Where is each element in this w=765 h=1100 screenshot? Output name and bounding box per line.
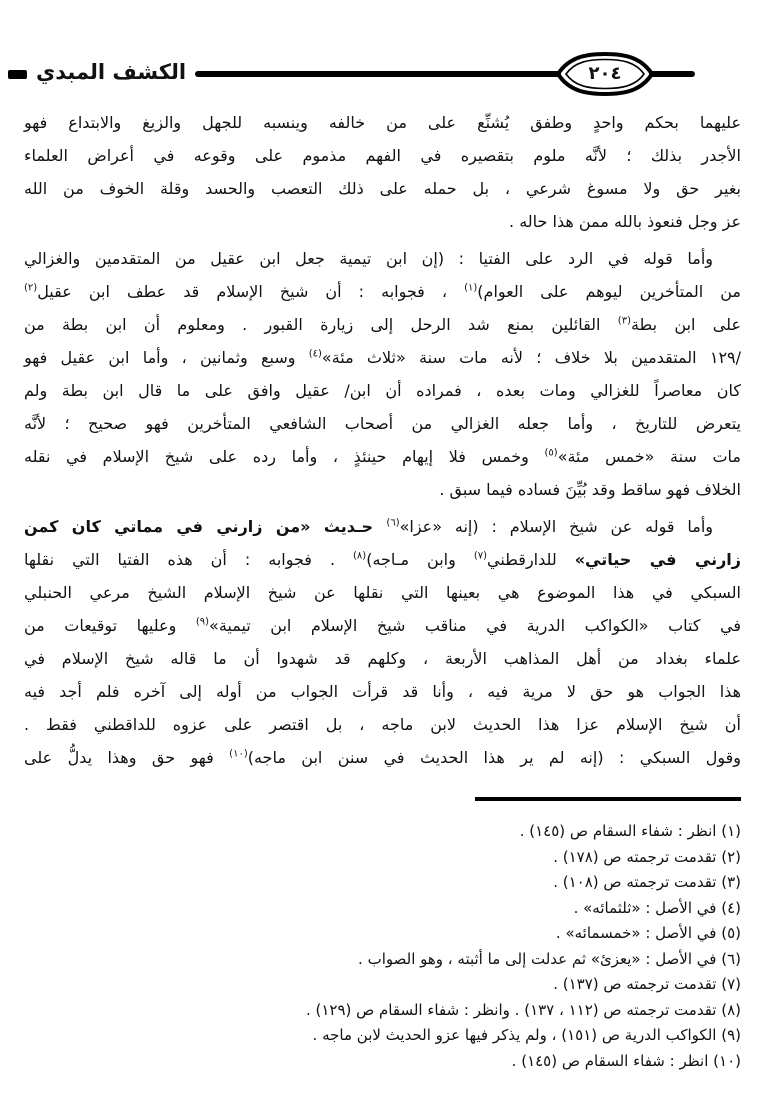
- body-line: [24, 741, 741, 774]
- text-run: بغير حق ولا مسوغ شرعي ، بل حمله على ذلك التعصب والحسد وقلة الخوف من الله: [24, 179, 741, 198]
- text-run: على ابن بطة: [630, 315, 741, 334]
- body-line: [24, 642, 741, 675]
- text-run: من المتأخرين ليوهم على العوام): [477, 282, 742, 301]
- body-line: [24, 242, 741, 275]
- footnote-ref: (١٠): [229, 748, 248, 760]
- header-rule: [195, 71, 561, 77]
- text-run: للدارقطني: [487, 550, 575, 569]
- paragraph: [24, 242, 741, 506]
- body-line: [24, 708, 741, 741]
- text-run: أن شيخ الإسلام عزا هذا الحديث لابن ماجه ، بل اقتصر على عزوه للداقطني فقط .: [24, 715, 741, 734]
- text-run: علماء بغداد من أهل المذاهب الأربعة ، وكلهم قد شهدوا أن ما قاله شيخ الإسلام في: [24, 649, 741, 668]
- body-line: [24, 275, 741, 308]
- body-line: [24, 139, 741, 172]
- body-line: [24, 172, 741, 205]
- text-run: في كتاب «الكواكب الدرية في مناقب شيخ الإسلام ابن تيمية»: [209, 616, 742, 635]
- footnote-item: (١) انظر : شفاء السقام ص (١٤٥) .: [519, 822, 741, 840]
- body-line: [24, 473, 741, 506]
- text-run: حـديث «من زارني في مماتي كان كمن: [24, 517, 387, 536]
- body-line: [24, 341, 741, 374]
- text-run: وسبع وثمانين ، وأما ابن عقيل فهو: [24, 348, 309, 367]
- body-line: [24, 440, 741, 473]
- body-line: [24, 308, 741, 341]
- page-number: ٢٠٤: [588, 62, 622, 84]
- footnote-ref: (٧): [473, 550, 488, 562]
- text-run: يتعرض للتاريخ ، وأما جعله الغزالي من أصحاب الشافعي المتأخرين فهو صحيح ؛ لأنَّه: [24, 414, 741, 433]
- text-run: وعليها توقيعات من: [24, 616, 196, 635]
- header-end-cap: [8, 70, 27, 79]
- text-run: ، فجوابه : أن شيخ الإسلام قد عطف ابن عقيل: [37, 282, 465, 301]
- body-line: [24, 543, 741, 576]
- footnote-item: (٣) تقدمت ترجمته ص (١٠٨) .: [553, 873, 741, 891]
- footnote-ref: (٨): [353, 550, 367, 562]
- text-run: وأما قوله عن شيخ الإسلام : (إنه «عزا»: [399, 517, 713, 536]
- footnote-ref: (٣): [617, 315, 631, 327]
- text-run: زارني في حياتي»: [574, 550, 741, 569]
- text-run: القائلين بمنع شد الرحل إلى زيارة القبور . ومعلوم أن ابن بطة من: [24, 315, 618, 334]
- text-run: . فجوابه : أن هذه الفتيا التي نقلها: [24, 550, 354, 569]
- text-run: السبكي في هذا الموضوع هي بعينها التي نقلها عن شيخ الإسلام الشيخ مرعي الحنبلي: [24, 583, 741, 602]
- footnote-ref: (١): [464, 282, 478, 294]
- book-title: الكشف المبدي: [36, 59, 187, 84]
- text-run: هذا الجواب هو حق لا مرية فيه ، وأنا قد قرأت الجواب من أوله إلى آخره فلم أجد فيه: [24, 682, 741, 701]
- body-line: [24, 675, 741, 708]
- footnote-item: (٥) في الأصل : «خمسمائه» .: [555, 924, 741, 942]
- paragraph: [24, 106, 741, 238]
- text-run: وقول السبكي : (إنه لم ير هذا الحديث في سنن ابن ماجه): [247, 748, 741, 767]
- text-run: عز وجل فنعوذ بالله ممن هذا حاله .: [509, 212, 741, 231]
- footnote-item: (٨) تقدمت ترجمته ص (١١٢ ، ١٣٧) . وانظر : شفاء السقام ص (١٢٩) .: [305, 1000, 741, 1019]
- page-number-badge: [556, 51, 654, 97]
- footnote-ref: (٦): [386, 517, 400, 529]
- footnote-separator: [475, 797, 741, 801]
- text-run: وخمس فلا إيهام حينئذٍ ، وأما رده على شيخ الإسلام في نقله: [24, 447, 545, 466]
- footnote-ref: (٥): [544, 447, 558, 459]
- text-run: مات سنة «خمس مئة»: [557, 447, 742, 466]
- footnote-item: (٩) الكواكب الدرية ص (١٥١) ، ولم يذكر فيها عزو الحديث لابن ماجه .: [312, 1026, 741, 1044]
- text-run: الأجدر بذلك ؛ لأنَّه ملوم بتقصيره في الفهم مذموم على وقوعه في أعراض العلماء: [24, 146, 741, 165]
- text-run: وأما قوله في الرد على الفتيا : (إن ابن تيمية جعل ابن عقيل من المتقدمين والغزالي: [24, 249, 713, 268]
- body-line: [24, 106, 741, 139]
- body-line: [24, 205, 741, 238]
- body-line: [24, 407, 741, 440]
- text-run: كان معاصراً للغزالي ومات بعده ، فمراده أن ابن/ عقيل وافق على ما قال ابن بطة ولم: [24, 381, 741, 400]
- body-line: [24, 374, 741, 407]
- text-run: وابن مـاجه): [366, 550, 474, 569]
- footnote-item: (٢) تقدمت ترجمته ص (١٧٨) .: [553, 847, 741, 866]
- header-rule-stub: [649, 71, 695, 77]
- page-header: [8, 50, 757, 98]
- body-line: [24, 609, 741, 642]
- footnote-ref: (٤): [308, 348, 322, 360]
- body-line: [24, 510, 741, 543]
- footnote-item: (٤) في الأصل : «ثلثمائه» .: [573, 898, 741, 917]
- text-run: /١٢٩ المتقدمين بلا خلاف ؛ لأنه مات سنة «ثلاث مئة»: [321, 348, 742, 367]
- footnote-item: (٦) في الأصل : «يعزئ» ثم عدلت إلى ما أثبته ، وهو الصواب .: [358, 949, 741, 968]
- footnote-item: (٧) تقدمت ترجمته ص (١٣٧) .: [553, 975, 741, 993]
- text-run: الخلاف فهو ساقط وقد بُيِّنَ فساده فيما سبق .: [439, 480, 741, 499]
- body-text: [24, 106, 741, 774]
- text-run: عليهما بحكم واحدٍ وطفق يُشنِّع على من خالفه وينسبه للجهل والزيغ والابتداع فهو: [24, 113, 741, 132]
- footnote-ref: (٩): [195, 616, 210, 628]
- text-run: فهو حق وهذا يدلُّ على: [24, 748, 230, 767]
- footnotes-list: [24, 819, 741, 1074]
- footnote-item: (١٠) انظر : شفاء السقام ص (١٤٥) .: [511, 1051, 741, 1070]
- paragraph: [24, 510, 741, 774]
- footnote-ref: (٢): [24, 282, 38, 294]
- body-line: [24, 576, 741, 609]
